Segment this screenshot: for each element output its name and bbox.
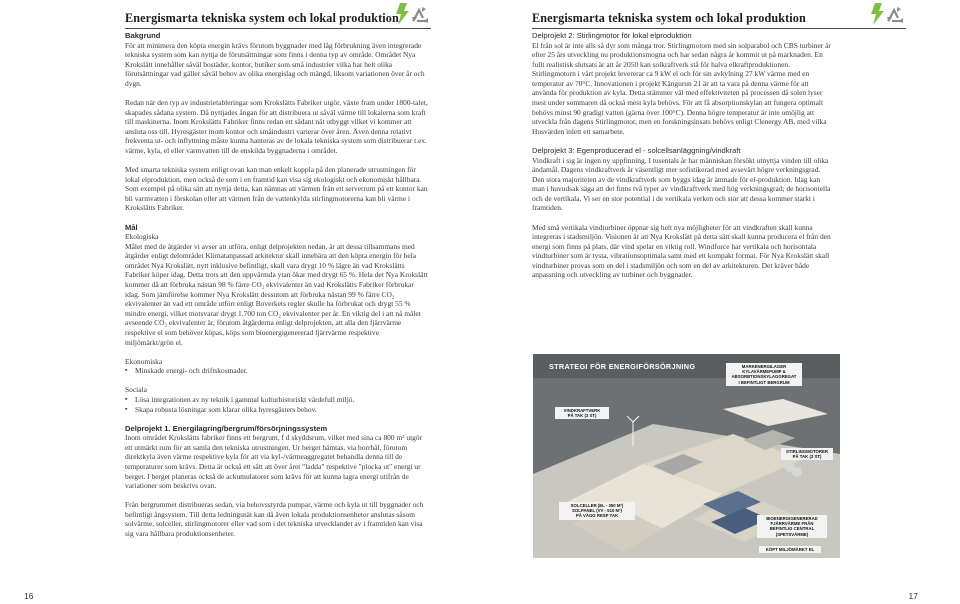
body-paragraph: Med små vertikala vindturbiner öppnar sig helt nya möjligheter för att vindkraften skall kunna integreras i stadsmiljön. Visionen är att Nya Krokslätt på detta sätt skall kunna producera el från den energi som finns på plats, där vind spelar en viktig roll. Windforce har vertikala och horisontala vindturbiner som är tysta, vibrationsoptimala samt med ett kompakt format. För Nya Krokslätt skall vindturbiner provas som en del i stadsmiljön och som en del av arkitekturen. Det kräver både anpassning och utveckling av turbiner och byggnader. xyxy=(532,222,831,280)
page-number-right: 17 xyxy=(908,591,918,601)
section-heading: Bakgrund xyxy=(125,31,161,40)
right-text-column xyxy=(532,31,832,290)
figure-title: STRATEGI FÖR ENERGIFÖRSÖRJNING xyxy=(549,362,696,371)
bullet-item: ▪ Minskade energi- och driftskostnader. xyxy=(135,366,429,376)
bullet-item: ▪ Lösa integrationen av ny teknik i gammal kulturhistoriskt värdefull miljö. xyxy=(135,395,429,405)
left-header xyxy=(125,8,431,29)
body-paragraph: Vindkraft i sig är ingen ny uppfinning. I tusentals år har människan försökt utnyttja vinden till olika ändamål. Dagens vindkraftverk är väsentligt mer sofistikerad med avsevärt högre verkningsgrad. Den stora majoriteten av de vindkraftverk som byggs idag är ämnade för el-produktion. Idag kan man i huvudsak säga att det finns två typer av vindkraftverk med hög verkningsgrad; de horisontella och de vertikala. Vi ser en stor potential i de vertikala verken och stor att dessa kommer starkt i framtiden. xyxy=(532,155,831,213)
section-heading: Mål xyxy=(125,222,138,232)
right-header xyxy=(532,8,906,29)
section-heading: Delprojekt 3: Egenproducerad el - solcellsanläggning/vindkraft xyxy=(532,145,741,155)
left-text-column xyxy=(125,31,429,548)
body-paragraph: Redan när den typ av industrietableringar som Krokslätts Fabriker utgör, växte fram under 1800-talet, skapades sådana system. Då nyttjades ångan för att distribuera ut såväl värme till lokalerna som kraft till maskinerna. Inom Krokslätts Fabriker finns redan ett sådant nät utbyggt vilket vi kommer att ansluta oss till. Hyresgäster inom kontor och småindustri varierar över åren. Även denna relativt frekventa ut- och inflyttning måste kunna hanteras av de lokala tekniska system som distribuerar t.ex. värme, kyla, el eller varmvatten till de enskilda byggnaderna i området. xyxy=(125,98,428,155)
body-paragraph: El från sol är inte alls så dyr som många tror. Stirlingmotorn med sin solparabol och CBS turbiner är efter 25 års utveckling nu produktionsmogna och har sedan några år kommit ut på marknaden. En fullt realistisk slutsats är att år 2050 kan solkraftverk stå för halva elkraftproduktionen. Stirlingmotorn i vårt projekt levererar ca 9 kW el och för sin avkylning 27 kW värme med en temperatur av 70°C. Innovationen i projekt Kängurun 21 är att ta vara på denna värme för att använda för produktion av kyla. Detta stämmer väl med effektiviteten på processen då solen lyser mest under sommaren då också mest kyla behövs. För att få absorptionskylan att fungera optimalt behövs minst 90 gradigt vatten (gärna över 100°C). Denna högre temperatur är inte omöjlig att utveckla från dagens Stirlingmotor, men en forskningsinsats behövs enligt Clenergy AB, med vilka Husvärden inlett ett samarbete. xyxy=(532,40,831,136)
figure-label-solceller: SOLCELLER (EL - 350 M²) SOLPANEL (VV - 510 M²) PÅ VÄGG RESP TAK xyxy=(559,502,635,520)
body-paragraph: Inom området Krokslätts fabriker finns ett bergrum, f d skyddsrum, vilket med sina ca 800 m² utgör ett utmärkt rum för att samla den tekniska utrustningen. Ur berget hämtas, via borrhål, förutom direktkyla även värme respektive kyla för att via kyl-/värmeaggregatet behandla denna till de temperaturer som krävs. Detta är också ett sätt att över året "ladda" respektive "plocka ut" energi ur berget. I berget planeras också de ackumulatorer som krävs för att kunna lagra energi utifrån de variationer som beskrivs ovan. xyxy=(125,433,423,491)
recycle-icon xyxy=(887,7,903,23)
section-heading: Delprojekt 1. Energilagring/bergrum/försörjningssystem xyxy=(125,423,328,433)
lightning-icon xyxy=(396,3,409,25)
body-paragraph: Målet med de åtgärder vi avser att utföra, enligt delprojekten nedan, är att dessa tillsammans med åtgärder enligt delområdet Klimatanpassad arkitektur skall innebära att den köpta energin för hela området Nya Krokslätt, nytt inklusive befintligt, skall vara drygt 10 % lägre än vad Krokslätts Fabriker köper idag. Detta trots att den uppvärmda ytan ökar med drygt 65 %. Hela det Nya Krokslätt kommer då att förbruka nästan 98 % färre CO₂ ekvivalenter än vad Krokslätts Fabriker förbrukar idag. Som jämförelse kommer Nya Krokslätt dessutom att förbruka nästan 99 % färre CO₂ ekvivalenter än vad ett område utfört enligt Boverkets regler skulle ha förbrukat och drygt 55 % mindre energi, vilket motsvarar drygt 1.700 ton CO₂ ekvivalenter per år. En viktig del i att nå målet avseende CO₂ ekvivalenter är, förutom åtgärderna enligt delprojekten, att alla den fjärrvärme respektive el som behöver köpas, köps som bioenergigenererad fjärrvärme respektive miljömärkt/grön el. xyxy=(125,241,428,347)
subheading: Sociala xyxy=(125,385,147,395)
body-paragraph: För att minimera den köpta energin krävs förutom byggnader med låg förbrukning även integrerade tekniska system som kan nyttja de förutsättningar som finns i denna typ av område. Området Nya Krokslätt innehåller såväl bostäder, kontor, butiker som små industrier vilka har helt olika förutsättningar vad gäller såväl behov av olika energislag och mängd, liksom variationen över år och dygn. xyxy=(125,40,425,88)
section-heading: Delprojekt 2: Stirlingmotor för lokal elproduktion xyxy=(532,31,692,40)
bullet-item: ▪ Skapa robusta lösningar som klarar olika hyresgästers behov. xyxy=(135,405,429,415)
body-paragraph: Med smarta tekniska system enligt ovan kan man enkelt koppla på den planerade utrustningen för lokal elproduktion, men också de som i en framtid kan visa sig ekologiskt och ekonomiskt hållbara. Som exempel på olika sätt att nyttja detta, kan nämnas att värmen från ett serverrum på ett kontor kan bli varmvatten i förskolan eller att värmen från de vattenkylda stirlingmotorerna kan bli värme i Krokslätts Fabriker. xyxy=(125,165,428,213)
body-paragraph: Från bergrummet distribueras sedan, via behovsstyrda pumpar, värme och kyla ut till byggnader och befintligt ångsystem. Till detta ledningsnät kan då även lokala produktionsenheter anslutas såsom solvärme, solceller, stirlingmotorer eller vad som i det tekniska utvecklandet av i framtiden kan visa sig vara hållbara produktionsenheter. xyxy=(125,500,424,539)
figure-label-stirlingmotorer: STIRLINGMOTORER PÅ TAK (3 ST) xyxy=(781,448,833,460)
figure-label-kopt-el: KÖPT MILJÖMÄRKT EL xyxy=(759,546,821,553)
figure-label-vindkraftverk: VINDKRAFTVERK PÅ TAK (3 ST) xyxy=(555,407,609,419)
bullet-list xyxy=(125,366,429,376)
subheading: Ekologiska xyxy=(125,232,159,242)
page-header-title: Energismarta tekniska system och lokal produktion xyxy=(125,11,399,25)
bullet-list xyxy=(125,395,429,414)
recycle-icon xyxy=(412,7,428,23)
energy-logo xyxy=(868,2,906,26)
energy-logo xyxy=(393,2,431,26)
figure-label-markenergilager: MARKENERGILAGER KYLAVÄRMEPUMP & ABSORBTIONSKYLAGGREGAT I BEFINTLIGT BERGRUM xyxy=(726,363,802,386)
figure-label-bioenergi: BIOENERGIGENERERAD FJÄRRVÄRME FRÅN BEFINTLIG CENTRAL (SPETSVÄRME) xyxy=(757,515,827,538)
lightning-icon xyxy=(871,3,884,25)
subheading: Ekonomiska xyxy=(125,356,163,366)
energy-strategy-figure xyxy=(533,354,840,558)
page-number-left: 16 xyxy=(24,591,34,601)
page-header-title: Energismarta tekniska system och lokal produktion xyxy=(532,11,806,25)
